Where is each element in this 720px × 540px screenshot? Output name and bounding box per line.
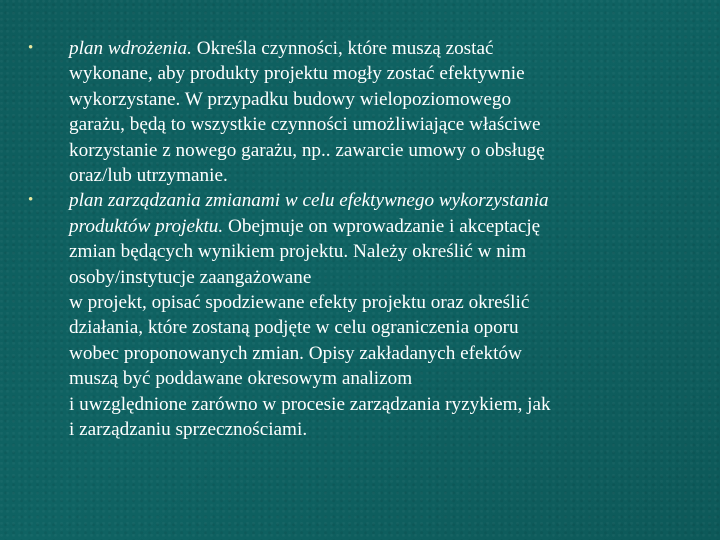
line-text: zmian będących wynikiem projektu. Należy określić w nim bbox=[69, 241, 527, 263]
line-text: muszą być poddawane okresowym analizom bbox=[69, 368, 413, 390]
text-line bbox=[69, 163, 688, 188]
italic-term: produktów projektu. bbox=[69, 215, 224, 237]
line-text: działania, które zostaną podjęte w celu ograniczenia oporu bbox=[69, 317, 519, 339]
line-text: wobec proponowanych zmian. Opisy zakładanych efektów bbox=[69, 342, 522, 364]
line-text: w projekt, opisać spodziewane efekty projektu oraz określić bbox=[69, 292, 530, 314]
bullet-item bbox=[28, 188, 688, 442]
italic-term: plan wdrożenia. bbox=[69, 38, 192, 59]
line-text: korzystanie z nowego garażu, np.. zawarcie umowy o obsługę bbox=[69, 139, 545, 161]
bullet-icon: • bbox=[28, 192, 34, 209]
text-line bbox=[69, 61, 688, 86]
line-text: wykorzystane. W przypadku budowy wielopoziomowego bbox=[69, 88, 512, 110]
line-text: i zarządzaniu sprzecznościami. bbox=[69, 419, 308, 441]
text-line bbox=[69, 366, 688, 391]
line-text: i uwzględnione zarówno w procesie zarządzania ryzykiem, jak bbox=[69, 393, 551, 415]
text-line bbox=[69, 239, 688, 264]
text-line bbox=[69, 112, 688, 137]
text-line bbox=[69, 341, 688, 366]
text-line bbox=[69, 214, 688, 239]
line-text: garażu, będą to wszystkie czynności umożliwiające właściwe bbox=[69, 114, 541, 136]
bullet-item bbox=[28, 36, 688, 188]
text-line bbox=[69, 417, 688, 442]
italic-term: plan zarządzania zmianami w celu efektywnego wykorzystania bbox=[69, 190, 549, 212]
text-line bbox=[69, 36, 688, 61]
text-line bbox=[69, 138, 688, 163]
bullet-list bbox=[28, 36, 688, 443]
line-text: osoby/instytucje zaangażowane bbox=[69, 266, 312, 288]
text-line bbox=[69, 265, 688, 290]
line-text: Określa czynności, które muszą zostać bbox=[191, 38, 494, 59]
bullet-icon: • bbox=[28, 40, 34, 56]
line-text: Obejmuje on wprowadzanie i akceptację bbox=[223, 215, 541, 237]
text-line bbox=[69, 290, 688, 315]
line-text: wykonane, aby produkty projektu mogły zostać efektywnie bbox=[69, 63, 525, 85]
text-line bbox=[69, 392, 688, 417]
line-text: oraz/lub utrzymanie. bbox=[69, 165, 228, 187]
text-line bbox=[69, 87, 688, 112]
text-line bbox=[69, 315, 688, 340]
text-line bbox=[69, 188, 688, 213]
